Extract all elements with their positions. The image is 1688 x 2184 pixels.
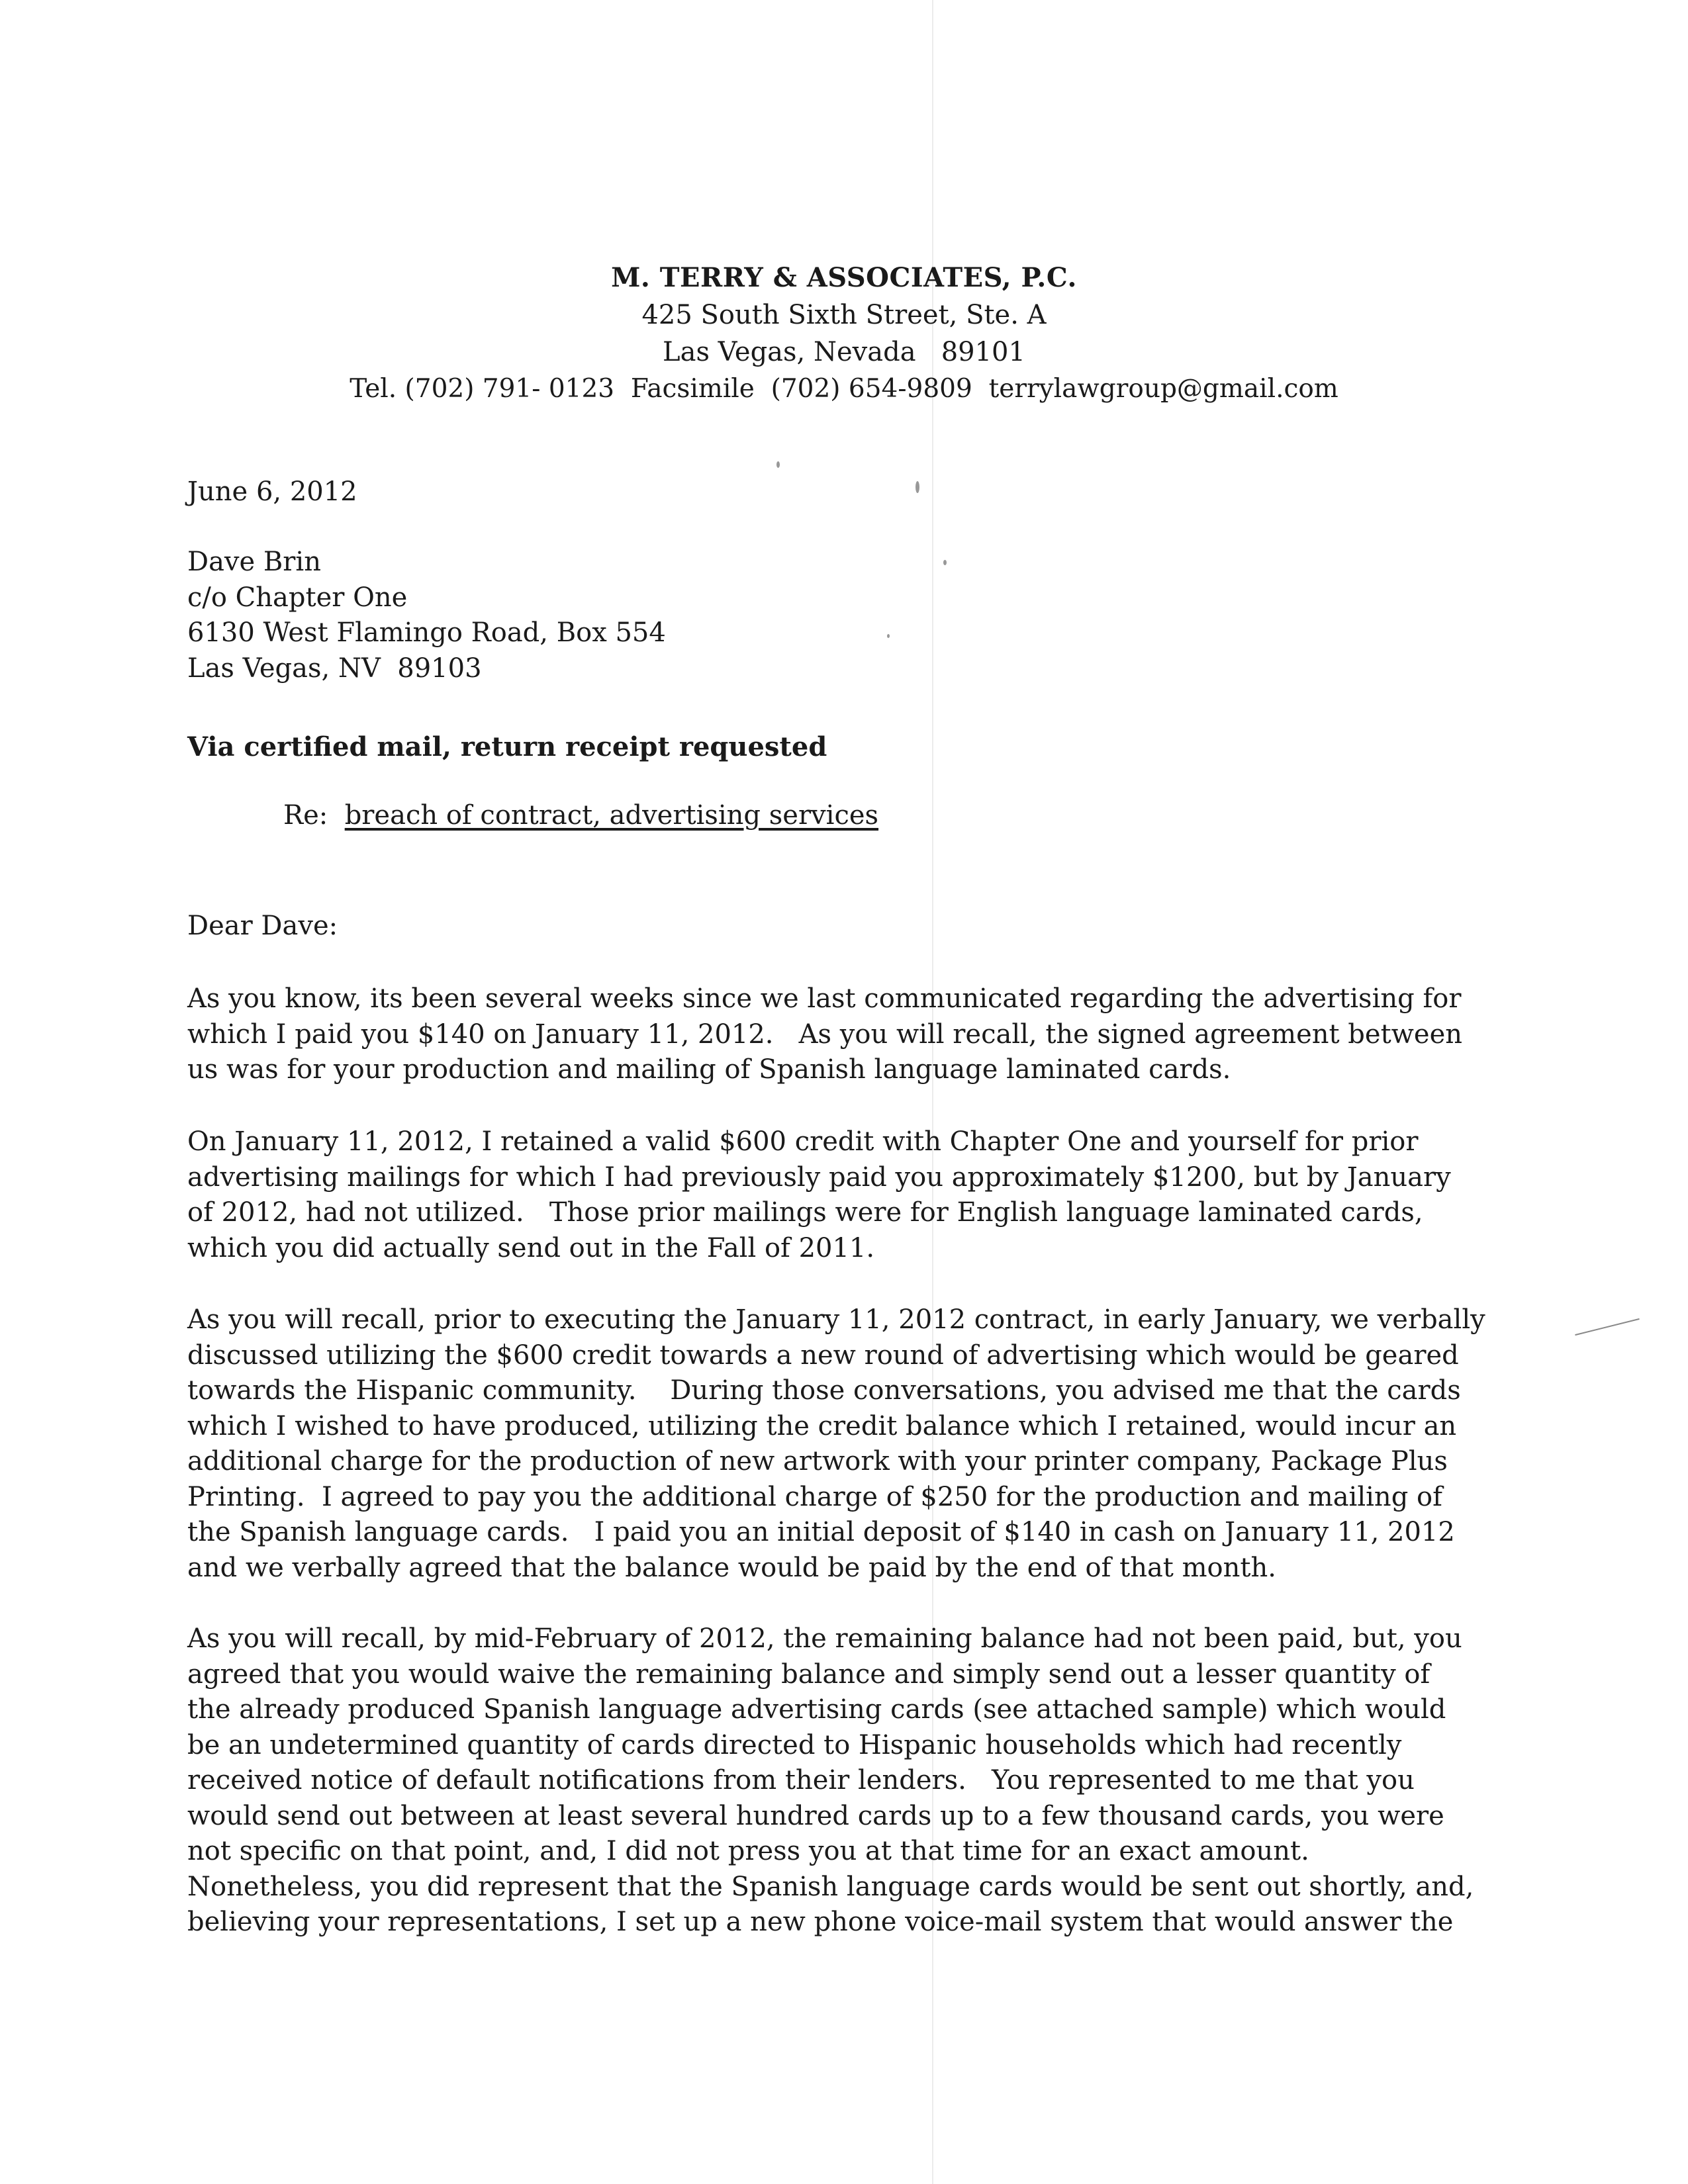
recipient-name: Dave Brin — [187, 547, 321, 577]
scan-speck — [776, 461, 780, 468]
recipient-city: Las Vegas, NV 89103 — [187, 653, 482, 684]
letter-date: June 6, 2012 — [187, 477, 357, 507]
stray-pen-mark — [1575, 1318, 1640, 1336]
paragraph-line: not specific on that point, and, I did not press you at that time for an exact amount. — [187, 1836, 1309, 1866]
delivery-method: Via certified mail, return receipt requested — [187, 731, 827, 762]
paragraph-line: us was for your production and mailing of Spanish language laminated cards. — [187, 1054, 1231, 1085]
recipient-care-of: c/o Chapter One — [187, 582, 408, 613]
paragraph-line: As you will recall, by mid-February of 2012, the remaining balance had not been paid, but, you — [187, 1623, 1462, 1654]
firm-city: Las Vegas, Nevada 89101 — [663, 337, 1025, 367]
firm-contact-line: Tel. (702) 791- 0123 Facsimile (702) 654-9809 terrylawgroup@gmail.com — [350, 374, 1338, 404]
body-paragraph-1 — [187, 981, 1462, 1088]
subject-text: breach of contract, advertising services — [344, 800, 879, 831]
scan-speck — [943, 560, 947, 565]
paragraph-line: be an undetermined quantity of cards directed to Hispanic households which had recently — [187, 1729, 1402, 1760]
paragraph-line: would send out between at least several hundred cards up to a few thousand cards, you were — [187, 1800, 1444, 1831]
paragraph-line: agreed that you would waive the remaining balance and simply send out a lesser quantity of — [187, 1659, 1430, 1690]
body-paragraph-2 — [187, 1124, 1451, 1266]
paragraph-line: the already produced Spanish language advertising cards (see attached sample) which would — [187, 1694, 1446, 1725]
scan-speck — [887, 634, 890, 638]
paragraph-line: the Spanish language cards. I paid you an initial deposit of $140 in cash on January 11, 2012 — [187, 1517, 1455, 1547]
subject-label: Re: — [283, 800, 328, 831]
letterhead — [0, 259, 1688, 408]
subject-line — [283, 798, 878, 834]
paragraph-line: towards the Hispanic community. During those conversations, you advised me that the cards — [187, 1375, 1461, 1406]
paragraph-line: believing your representations, I set up a new phone voice-mail system that would answer the — [187, 1907, 1454, 1937]
paragraph-line: which I wished to have produced, utilizing the credit balance which I retained, would incur an — [187, 1410, 1457, 1441]
paragraph-line: discussed utilizing the $600 credit towards a new round of advertising which would be geared — [187, 1340, 1459, 1371]
body-paragraph-4 — [187, 1621, 1474, 1940]
recipient-address — [187, 545, 1445, 686]
paragraph-line: Printing. I agreed to pay you the additional charge of $250 for the production and mailing of — [187, 1481, 1442, 1512]
scan-speck — [915, 481, 919, 493]
paragraph-line: which I paid you $140 on January 11, 2012. As you will recall, the signed agreement between — [187, 1019, 1462, 1050]
paragraph-line: received notice of default notifications from their lenders. You represented to me that you — [187, 1765, 1415, 1796]
salutation: Dear Dave: — [187, 911, 338, 941]
paragraph-line: Nonetheless, you did represent that the Spanish language cards would be sent out shortly, and, — [187, 1871, 1474, 1902]
paragraph-line: As you will recall, prior to executing the January 11, 2012 contract, in early January, we verbally — [187, 1304, 1485, 1335]
recipient-street: 6130 West Flamingo Road, Box 554 — [187, 617, 666, 648]
paragraph-line: of 2012, had not utilized. Those prior mailings were for English language laminated cards, — [187, 1197, 1423, 1228]
paragraph-line: advertising mailings for which I had previously paid you approximately $1200, but by January — [187, 1161, 1451, 1193]
paragraph-line: As you know, its been several weeks since we last communicated regarding the advertising for — [187, 983, 1462, 1014]
paragraph-line: which you did actually send out in the Fall of 2011. — [187, 1232, 875, 1263]
paragraph-line: On January 11, 2012, I retained a valid $600 credit with Chapter One and yourself for prior — [187, 1126, 1419, 1157]
firm-name: M. TERRY & ASSOCIATES, P.C. — [611, 262, 1077, 293]
paragraph-line: additional charge for the production of new artwork with your printer company, Package Plus — [187, 1446, 1448, 1477]
paragraph-line: and we verbally agreed that the balance would be paid by the end of that month. — [187, 1552, 1276, 1583]
body-paragraph-3 — [187, 1302, 1485, 1586]
firm-street: 425 South Sixth Street, Ste. A — [641, 300, 1047, 330]
